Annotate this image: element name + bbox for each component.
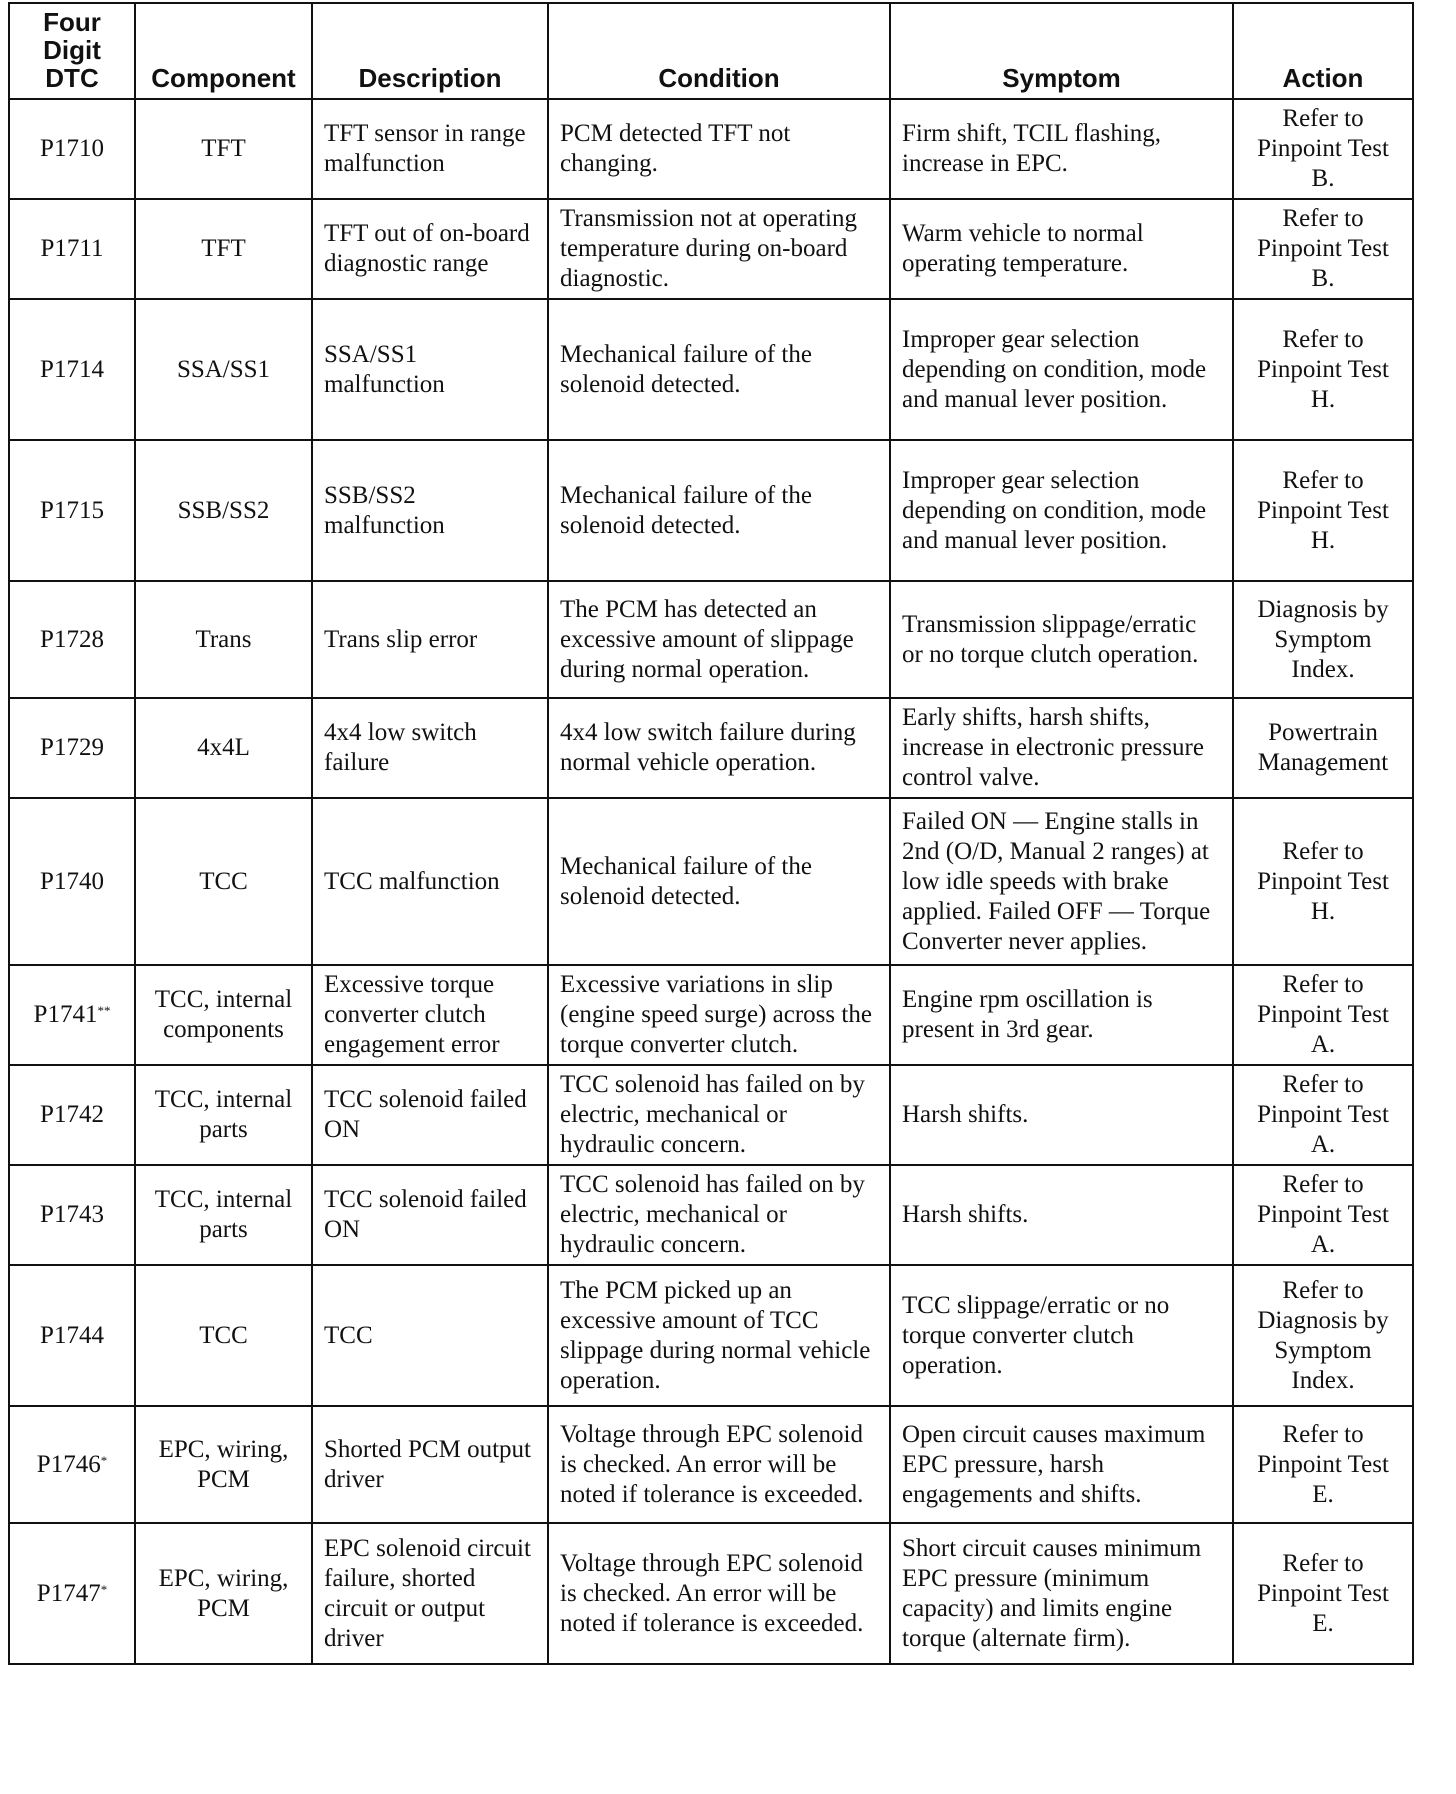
table-row [9, 1065, 1413, 1165]
cell-condition: The PCM picked up an excessive amount of TCC slippage during normal vehicle operation. [548, 1265, 890, 1406]
header-symptom: Symptom [890, 3, 1233, 99]
cell-component: 4x4L [135, 698, 312, 798]
dtc-code: P1729 [40, 734, 104, 761]
table-body [9, 99, 1413, 1664]
cell-condition: TCC solenoid has failed on by electric, mechanical or hydraulic concern. [548, 1065, 890, 1165]
dtc-code: P1714 [40, 355, 104, 383]
table-row [9, 99, 1413, 199]
cell-action: Refer to Pinpoint Test A. [1233, 1065, 1413, 1165]
cell-component: TCC, internal components [135, 965, 312, 1065]
cell-dtc [9, 99, 135, 199]
cell-component: TFT [135, 199, 312, 299]
cell-condition: Voltage through EPC solenoid is checked. An error will be noted if tolerance is exceeded. [548, 1523, 890, 1664]
dtc-code: P1741 [33, 1001, 98, 1028]
cell-description: TCC [312, 1265, 548, 1406]
table-row [9, 1406, 1413, 1523]
cell-dtc [9, 299, 135, 440]
cell-symptom: Improper gear selection depending on condition, mode and manual lever position. [890, 299, 1233, 440]
cell-condition: Mechanical failure of the solenoid detected. [548, 440, 890, 581]
cell-condition: Mechanical failure of the solenoid detected. [548, 798, 890, 965]
dtc-code: P1744 [40, 1321, 104, 1349]
cell-description: TCC solenoid failed ON [312, 1165, 548, 1265]
cell-component: TCC [135, 1265, 312, 1406]
dtc-code: P1746 [36, 1450, 101, 1478]
dtc-code: P1711 [40, 235, 104, 262]
table-row [9, 1265, 1413, 1406]
dtc-code: P1747 [36, 1579, 101, 1607]
cell-action: Refer to Pinpoint Test H. [1233, 440, 1413, 581]
dtc-table [8, 2, 1414, 1665]
cell-component: Trans [135, 581, 312, 698]
cell-description: SSA/SS1 malfunction [312, 299, 548, 440]
cell-action: Refer to Pinpoint Test H. [1233, 798, 1413, 965]
header-condition: Condition [548, 3, 890, 99]
cell-description: 4x4 low switch failure [312, 698, 548, 798]
cell-symptom: Early shifts, harsh shifts, increase in electronic pressure control valve. [890, 698, 1233, 798]
dtc-code: P1728 [40, 625, 104, 653]
cell-dtc [9, 1265, 135, 1406]
cell-description: TCC solenoid failed ON [312, 1065, 548, 1165]
footnote-mark: * [100, 1452, 108, 1468]
cell-component: SSB/SS2 [135, 440, 312, 581]
table-row [9, 1165, 1413, 1265]
cell-dtc [9, 798, 135, 965]
table-row [9, 965, 1413, 1065]
header-dtc: Four Digit DTC [9, 3, 135, 99]
cell-dtc [9, 965, 135, 1065]
dtc-code: P1715 [40, 496, 104, 524]
cell-description: Shorted PCM output driver [312, 1406, 548, 1523]
header-row [9, 3, 1413, 99]
footnote-mark: * [100, 1581, 108, 1597]
footnote-mark: ** [97, 1003, 111, 1018]
cell-action: Refer to Diagnosis by Symptom Index. [1233, 1265, 1413, 1406]
cell-action: Refer to Pinpoint Test A. [1233, 1165, 1413, 1265]
cell-condition: TCC solenoid has failed on by electric, mechanical or hydraulic concern. [548, 1165, 890, 1265]
header-description: Description [312, 3, 548, 99]
cell-component: TCC, internal parts [135, 1165, 312, 1265]
cell-dtc [9, 440, 135, 581]
cell-condition: 4x4 low switch failure during normal vehicle operation. [548, 698, 890, 798]
cell-component: TCC [135, 798, 312, 965]
header-component: Component [135, 3, 312, 99]
table-row [9, 581, 1413, 698]
cell-dtc [9, 1523, 135, 1664]
dtc-code: P1743 [40, 1201, 104, 1228]
cell-dtc [9, 581, 135, 698]
cell-symptom: Improper gear selection depending on condition, mode and manual lever position. [890, 440, 1233, 581]
cell-action: Diagnosis by Symptom Index. [1233, 581, 1413, 698]
cell-description: TCC malfunction [312, 798, 548, 965]
cell-action: Refer to Pinpoint Test H. [1233, 299, 1413, 440]
cell-action: Refer to Pinpoint Test A. [1233, 965, 1413, 1065]
cell-symptom: Harsh shifts. [890, 1065, 1233, 1165]
cell-symptom: Failed ON — Engine stalls in 2nd (O/D, Manual 2 ranges) at low idle speeds with brake applied. Failed OFF — Torque Converter never applies. [890, 798, 1233, 965]
table-row [9, 199, 1413, 299]
cell-dtc [9, 199, 135, 299]
cell-dtc [9, 1406, 135, 1523]
cell-symptom: Transmission slippage/erratic or no torque clutch operation. [890, 581, 1233, 698]
dtc-code: P1710 [40, 135, 104, 162]
table-row [9, 798, 1413, 965]
cell-condition: The PCM has detected an excessive amount of slippage during normal operation. [548, 581, 890, 698]
table-row [9, 440, 1413, 581]
cell-condition: Voltage through EPC solenoid is checked. An error will be noted if tolerance is exceeded. [548, 1406, 890, 1523]
cell-symptom: Harsh shifts. [890, 1165, 1233, 1265]
cell-description: Trans slip error [312, 581, 548, 698]
cell-description: Excessive torque converter clutch engagement error [312, 965, 548, 1065]
table-row [9, 698, 1413, 798]
cell-dtc [9, 1165, 135, 1265]
cell-component: TCC, internal parts [135, 1065, 312, 1165]
cell-symptom: Engine rpm oscillation is present in 3rd gear. [890, 965, 1233, 1065]
cell-component: SSA/SS1 [135, 299, 312, 440]
cell-action: Refer to Pinpoint Test B. [1233, 199, 1413, 299]
dtc-code: P1740 [40, 867, 104, 895]
dtc-code: P1742 [40, 1101, 104, 1128]
cell-action: Refer to Pinpoint Test E. [1233, 1523, 1413, 1664]
cell-symptom: Short circuit causes minimum EPC pressure (minimum capacity) and limits engine torque (alternate firm). [890, 1523, 1233, 1664]
cell-symptom: TCC slippage/erratic or no torque converter clutch operation. [890, 1265, 1233, 1406]
cell-symptom: Open circuit causes maximum EPC pressure, harsh engagements and shifts. [890, 1406, 1233, 1523]
cell-description: EPC solenoid circuit failure, shorted circuit or output driver [312, 1523, 548, 1664]
cell-action: Refer to Pinpoint Test E. [1233, 1406, 1413, 1523]
cell-symptom: Warm vehicle to normal operating temperature. [890, 199, 1233, 299]
cell-description: TFT out of on-board diagnostic range [312, 199, 548, 299]
cell-symptom: Firm shift, TCIL flashing, increase in EPC. [890, 99, 1233, 199]
cell-condition: Mechanical failure of the solenoid detected. [548, 299, 890, 440]
cell-action: Refer to Pinpoint Test B. [1233, 99, 1413, 199]
cell-action: Powertrain Management [1233, 698, 1413, 798]
cell-condition: Transmission not at operating temperature during on-board diagnostic. [548, 199, 890, 299]
cell-condition: PCM detected TFT not changing. [548, 99, 890, 199]
table-row [9, 299, 1413, 440]
cell-condition: Excessive variations in slip (engine speed surge) across the torque converter clutch. [548, 965, 890, 1065]
cell-description: SSB/SS2 malfunction [312, 440, 548, 581]
cell-description: TFT sensor in range malfunction [312, 99, 548, 199]
table-row [9, 1523, 1413, 1664]
header-action: Action [1233, 3, 1413, 99]
cell-dtc [9, 1065, 135, 1165]
cell-component: EPC, wiring, PCM [135, 1406, 312, 1523]
cell-component: EPC, wiring, PCM [135, 1523, 312, 1664]
cell-component: TFT [135, 99, 312, 199]
cell-dtc [9, 698, 135, 798]
